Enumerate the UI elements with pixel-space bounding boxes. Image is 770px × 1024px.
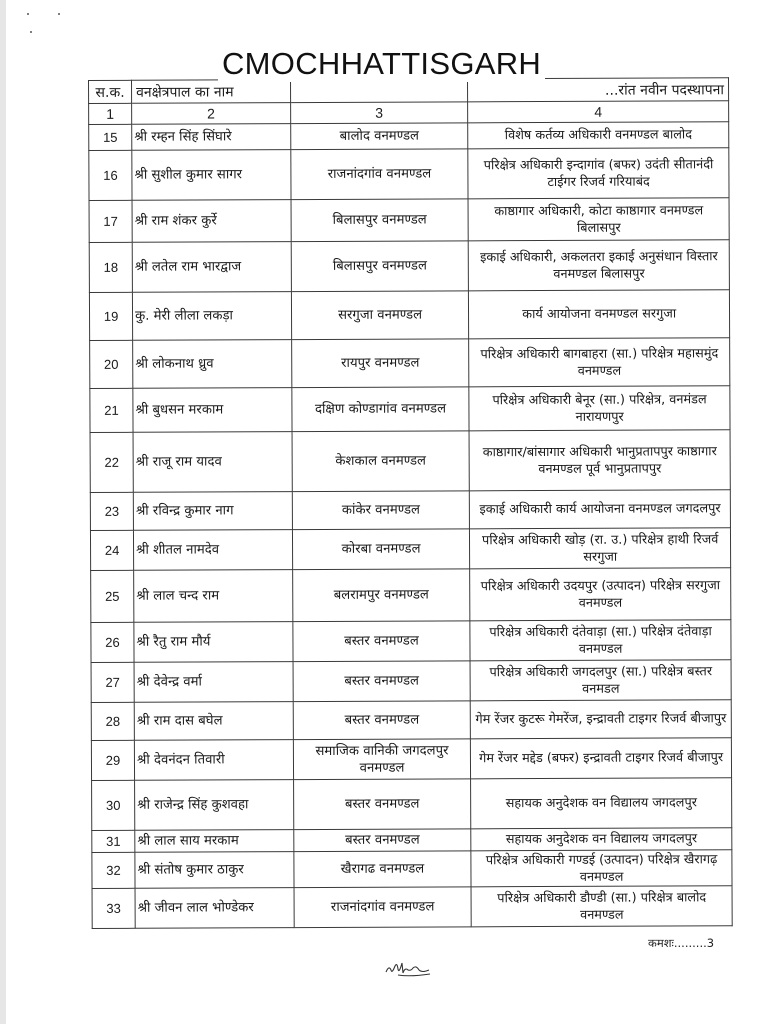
- table-row: [90, 338, 730, 389]
- table-row: [89, 290, 729, 341]
- current-posting-cell: बस्तर वनमण्डल: [293, 779, 471, 830]
- new-posting-cell: परिक्षेत्र अधिकारी इन्दागांव (बफर) उदंती सीतानंदी टाईगर रिजर्व गरियाबंद: [468, 148, 729, 199]
- name-cell: श्री रैतु राम मौर्य: [134, 622, 293, 663]
- scan-speck: [27, 13, 29, 15]
- current-posting-cell: बस्तर वनमण्डल: [294, 829, 472, 852]
- new-posting-cell: विशेष कर्तव्य अधिकारी वनमण्डल बालोद: [468, 122, 729, 149]
- serial-number-cell: 15: [89, 124, 132, 150]
- table-row: [92, 850, 732, 889]
- scan-speck: [58, 13, 60, 15]
- current-posting-cell: राजनांदगांव वनमण्डल: [291, 149, 469, 200]
- name-cell: श्री लोकनाथ ध्रुव: [133, 340, 292, 389]
- table-row: [91, 738, 731, 781]
- name-cell: श्री देवेन्द्र वर्मा: [134, 662, 293, 703]
- serial-number-cell: 20: [90, 340, 133, 388]
- current-posting-cell: कांकेर वनमण्डल: [292, 491, 470, 530]
- current-posting-cell: कोरबा वनमण्डल: [292, 529, 470, 570]
- table-row: [89, 198, 729, 243]
- column-number: 3: [290, 102, 468, 124]
- new-posting-cell: गेम रेंजर कुटरू गेमरेंज, इन्द्रावती टाइगर रिजर्व बीजापुर: [471, 700, 732, 739]
- name-cell: श्री लतेल राम भारद्वाज: [132, 242, 291, 293]
- table-row: [92, 828, 732, 853]
- new-posting-cell: इकाई अधिकारी कार्य आयोजना वनमण्डल जगदलपुर: [470, 490, 731, 529]
- new-posting-cell: सहायक अनुदेशक वन विद्यालय जगदलपुर: [471, 778, 732, 829]
- current-posting-cell: दक्षिण कोण्डागांव वनमण्डल: [292, 387, 470, 432]
- table-row: [91, 620, 731, 663]
- column-number: 2: [132, 103, 291, 125]
- table-row: [90, 386, 730, 433]
- table-row: [92, 778, 732, 831]
- name-cell: श्री राम शंकर कुर्रे: [132, 200, 291, 243]
- new-posting-cell: परिक्षेत्र अधिकारी जगदलपुर (सा.) परिक्षेत्र बस्तर वनमडल: [470, 660, 731, 701]
- table-row: [91, 700, 731, 741]
- new-posting-cell: परिक्षेत्र अधिकारी बेनूर (सा.) परिक्षेत्र, वनमंडल नारायणपुर: [469, 386, 730, 431]
- continued-note: कमशः.........3: [648, 936, 715, 950]
- serial-number-cell: 31: [92, 830, 135, 852]
- serial-number-cell: 17: [89, 200, 132, 242]
- serial-number-cell: 30: [92, 780, 135, 830]
- new-posting-cell: परिक्षेत्र अधिकारी दंतेवाड़ा (सा.) परिक्षेत्र दंतेवाड़ा वनमण्डल: [470, 620, 731, 661]
- serial-number-cell: 29: [91, 740, 134, 780]
- table-row: [92, 886, 732, 929]
- current-posting-cell: राजनांदगांव वनमण्डल: [294, 887, 472, 928]
- new-posting-cell: गेम रेंजर मद्देड (बफर) इन्द्रावती टाइगर रिजर्व बीजापुर: [471, 738, 732, 779]
- name-cell: कु. मेरी लीला लकड़ा: [133, 292, 292, 341]
- name-cell: श्री रम्हन सिंह सिंघारे: [132, 124, 291, 151]
- name-cell: श्री बुधसन मरकाम: [133, 388, 292, 433]
- serial-number-cell: 24: [90, 530, 133, 570]
- current-posting-cell: बिलासपुर वनमण्डल: [291, 241, 469, 292]
- serial-number-cell: 25: [91, 570, 134, 622]
- table-row: [90, 490, 730, 531]
- serial-number-cell: 21: [90, 388, 133, 432]
- page-edge: [0, 0, 6, 1024]
- serial-number-cell: 32: [92, 852, 135, 888]
- table-row: [90, 430, 730, 493]
- new-posting-cell: परिक्षेत्र अधिकारी डौण्डी (सा.) परिक्षेत्र बालोद वनमण्डल: [471, 886, 732, 927]
- name-cell: श्री राजू राम यादव: [133, 432, 292, 493]
- serial-number-cell: 28: [91, 702, 134, 740]
- name-cell: श्री रविन्द्र कुमार नाग: [133, 492, 292, 531]
- name-cell: श्री संतोष कुमार ठाकुर: [135, 852, 294, 889]
- serial-number-cell: 16: [89, 150, 132, 200]
- name-cell: श्री जीवन लाल भोण्डेकर: [135, 888, 294, 929]
- new-posting-cell: सहायक अनुदेशक वन विद्यालय जगदलपुर: [471, 828, 732, 851]
- header-serial: स.क.: [89, 80, 132, 103]
- current-posting-cell: सरगुजा वनमण्डल: [291, 291, 469, 340]
- table-row: [90, 528, 730, 571]
- name-cell: श्री राजेन्द्र सिंह कुशवहा: [135, 780, 294, 831]
- header-name: वनक्षेत्रपाल का नाम: [132, 80, 291, 104]
- name-cell: श्री सुशील कुमार सागर: [132, 150, 291, 201]
- current-posting-cell: बिलासपुर वनमण्डल: [291, 199, 469, 242]
- new-posting-cell: कार्य आयोजना वनमण्डल सरगुजा: [469, 290, 730, 339]
- current-posting-cell: खैरागढ वनमण्डल: [294, 851, 472, 888]
- serial-number-cell: 33: [92, 888, 135, 928]
- serial-number-cell: 26: [91, 622, 134, 662]
- header-new-posting: ...रांत नवीन पदस्थापना: [468, 78, 729, 102]
- name-cell: श्री देवनंदन तिवारी: [134, 740, 293, 781]
- header-current-posting: [290, 79, 468, 103]
- current-posting-cell: बालोद वनमण्डल: [290, 123, 468, 150]
- current-posting-cell: बलरामपुर वनमण्डल: [292, 569, 470, 622]
- table-row: [91, 660, 731, 703]
- new-posting-cell: काष्ठागार/बांसागार अधिकारी भानुप्रतापपुर काष्ठागार वनमण्डल पूर्व भानुप्रतापपुर: [469, 430, 730, 491]
- watermark: CMOCHHATTISGARH: [218, 46, 545, 82]
- scan-speck: [30, 31, 32, 33]
- name-cell: श्री शीतल नामदेव: [134, 530, 293, 571]
- current-posting-cell: बस्तर वनमण्डल: [293, 701, 471, 740]
- table-row: [89, 148, 729, 201]
- new-posting-cell: परिक्षेत्र अधिकारी उदयपुर (उत्पादन) परिक्षेत्र सरगुजा वनमण्डल: [470, 568, 731, 621]
- column-number: 1: [89, 103, 132, 124]
- table-row: [89, 122, 729, 151]
- current-posting-cell: बस्तर वनमण्डल: [293, 621, 471, 662]
- new-posting-cell: परिक्षेत्र अधिकारी खोड़ (रा. उ.) परिक्षेत्र हाथी रिजर्व सरगुजा: [470, 528, 731, 569]
- column-number: 4: [468, 101, 729, 123]
- new-posting-cell: काष्ठागार अधिकारी, कोटा काष्ठागार वनमण्डल बिलासपुर: [468, 198, 729, 241]
- serial-number-cell: 23: [90, 492, 133, 530]
- serial-number-cell: 22: [90, 432, 133, 492]
- new-posting-cell: परिक्षेत्र अधिकारी बागबाहरा (सा.) परिक्षेत्र महासमुंद वनमण्डल: [469, 338, 730, 387]
- new-posting-cell: परिक्षेत्र अधिकारी गण्डई (उत्पादन) परिक्षेत्र खैरागढ़ वनमण्डल: [471, 850, 732, 887]
- column-number-row: [89, 101, 729, 125]
- current-posting-cell: बस्तर वनमण्डल: [293, 661, 471, 702]
- table-row: [91, 568, 731, 623]
- serial-number-cell: 18: [89, 242, 132, 292]
- serial-number-cell: 27: [91, 662, 134, 702]
- table-row: [89, 240, 729, 293]
- current-posting-cell: रायपुर वनमण्डल: [291, 339, 469, 388]
- new-posting-cell: इकाई अधिकारी, अकलतरा इकाई अनुसंधान विस्तार वनमण्डल बिलासपुर: [469, 240, 730, 291]
- current-posting-cell: समाजिक वानिकी जगदलपुर वनमण्डल: [293, 739, 471, 780]
- serial-number-cell: 19: [89, 292, 132, 340]
- name-cell: श्री लाल साय मरकाम: [135, 830, 294, 853]
- name-cell: श्री राम दास बघेल: [134, 702, 293, 741]
- name-cell: श्री लाल चन्द राम: [134, 570, 293, 623]
- transfer-table: [88, 77, 733, 929]
- signature-icon: [384, 958, 434, 980]
- current-posting-cell: केशकाल वनमण्डल: [292, 431, 470, 492]
